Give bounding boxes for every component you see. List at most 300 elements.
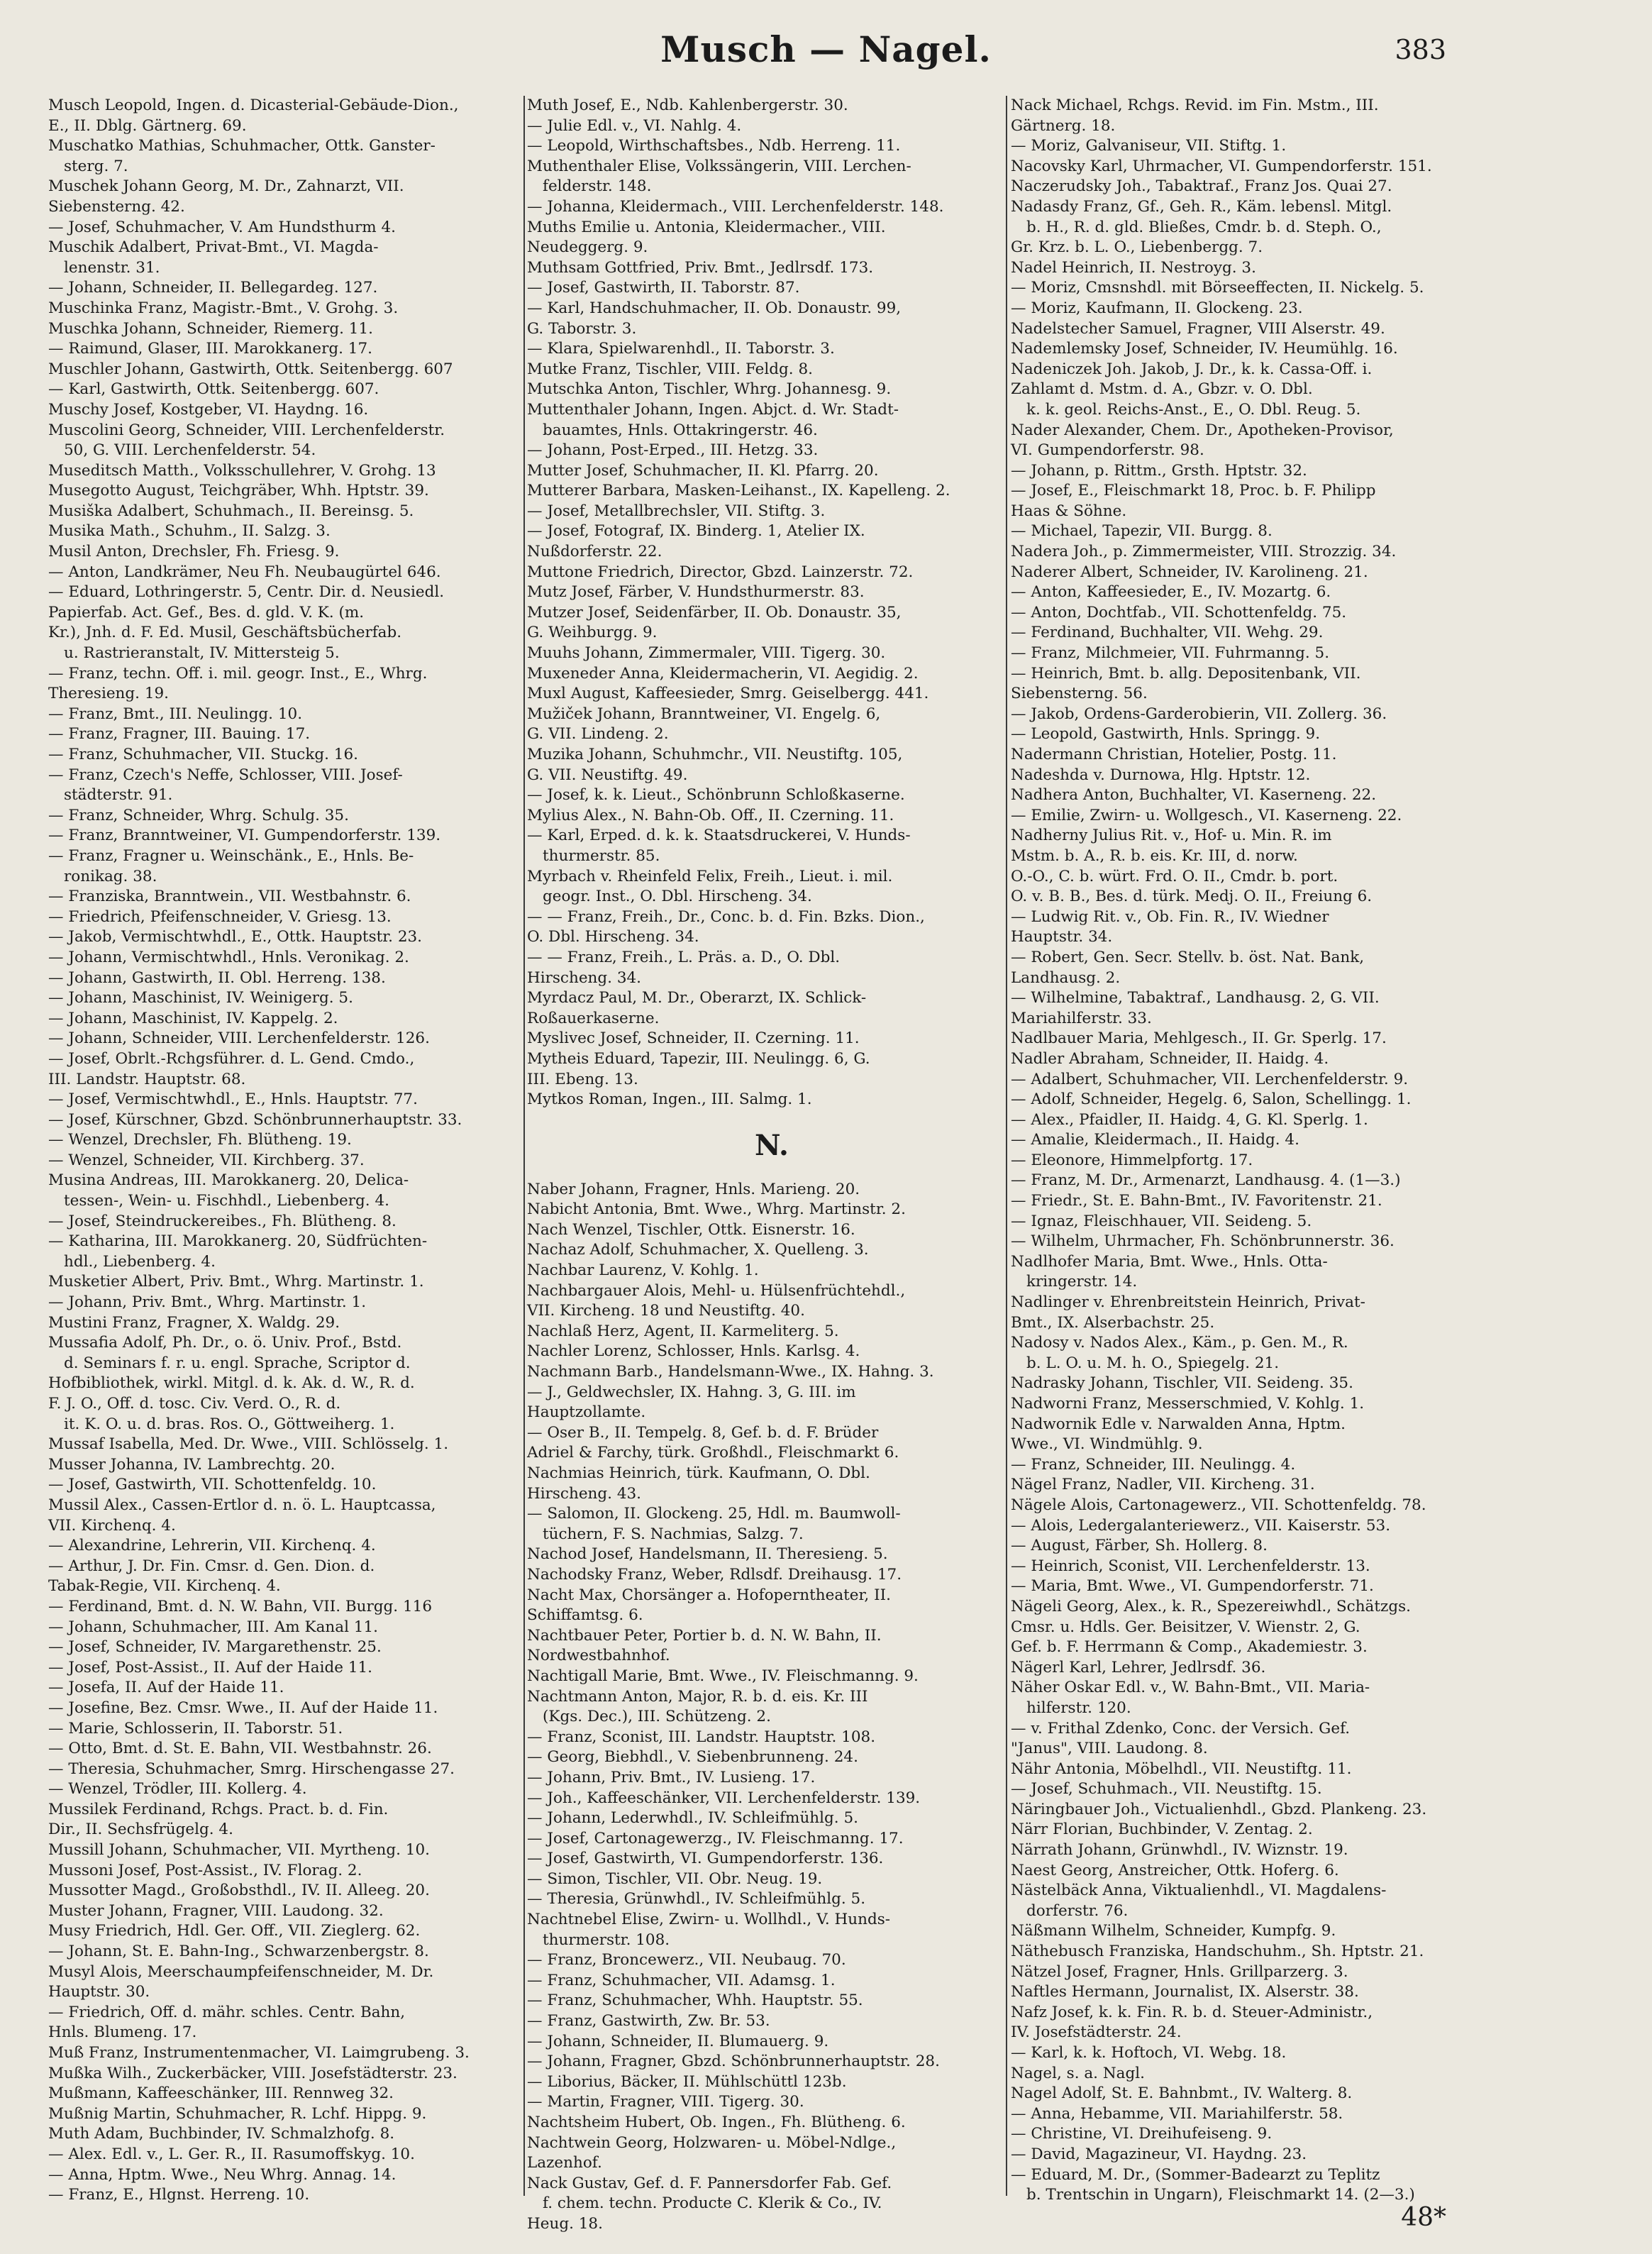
entry-line: — Franz, Czech's Neffe, Schlosser, VIII. Josef- [48,766,403,784]
entry-line: d. Seminars f. r. u. engl. Sprache, Scriptor d. [64,1354,411,1372]
entry-line: — Johann, St. E. Bahn-Ing., Schwarzenbergstr. 8. [48,1943,429,1961]
entry-line: Nachtbauer Peter, Portier b. d. N. W. Bahn, II. [527,1626,882,1645]
page-number: 383 [1395,34,1446,65]
entry-line: — Oser B., II. Tempelg. 8, Gef. b. d. F. Brüder [527,1423,879,1442]
section-heading: N. [755,1128,789,1162]
entry-line: — Eleonore, Himmelpfortg. 17. [1011,1151,1253,1169]
entry-line: thurmerstr. 85. [543,846,660,865]
entry-line: Muth Josef, E., Ndb. Kahlenbergerstr. 30. [527,96,848,114]
entry-line: Hauptstr. 34. [1011,928,1113,946]
entry-line: Musiška Adalbert, Schuhmach., II. Bereinsg. 5. [48,502,414,520]
entry-line: — David, Magazineur, VI. Haydng. 23. [1011,2145,1307,2163]
entry-line: Näthebusch Franziska, Handschuhm., Sh. Hptstr. 21. [1011,1943,1424,1961]
entry-line: — Johann, p. Rittm., Grsth. Hptstr. 32. [1011,461,1307,480]
entry-line: — Franz, E., Hlgnst. Herreng. 10. [48,2186,310,2204]
entry-line: Mutter Josef, Schuhmacher, II. Kl. Pfarrg. 20. [527,461,879,480]
page-header [0,28,1652,71]
entry-line: Hofbibliothek, wirkl. Mitgl. d. k. Ak. d. W., R. d. [48,1374,415,1393]
entry-line: Nachtwein Georg, Holzwaren- u. Möbel-Ndlge., [527,2133,897,2152]
entry-line: III. Ebeng. 13. [527,1070,638,1088]
entry-line: k. k. geol. Reichs-Anst., E., O. Dbl. Reug. 5. [1026,400,1361,419]
entry-line: VI. Gumpendorferstr. 98. [1011,441,1204,460]
entry-line: — Franz, techn. Off. i. mil. geogr. Inst., E., Whrg. [48,664,428,683]
entry-line: — Marie, Schlosserin, II. Taborstr. 51. [48,1719,343,1738]
entry-line: Mussotter Magd., Großobsthdl., IV. II. Alleeg. 20. [48,1882,430,1900]
entry-line: — Julie Edl. v., VI. Nahlg. 4. [527,116,742,135]
entry-line: — Josef, Gastwirth, VII. Schottenfeldg. 10. [48,1476,377,1494]
entry-line: — — Franz, Freih., L. Präs. a. D., O. Dbl. [527,948,841,966]
entry-line: Nachbar Laurenz, V. Kohlg. 1. [527,1261,759,1280]
entry-line: — Josef, Schuhmacher, V. Am Hundsthurm 4. [48,218,396,236]
entry-line: Nachtigall Marie, Bmt. Wwe., IV. Fleischmanng. 9. [527,1667,919,1685]
entry-line: O. Dbl. Hirscheng. 34. [527,928,699,946]
entry-line: Muxl August, Kaffeesieder, Smrg. Geiselbergg. 441. [527,685,929,703]
entry-line: — Martin, Fragner, VIII. Tigerg. 30. [527,2093,804,2111]
entry-line: E., II. Dblg. Gärtnerg. 69. [48,116,247,135]
entry-line: Mutke Franz, Tischler, VIII. Feldg. 8. [527,360,813,378]
entry-line: Muß Franz, Instrumentenmacher, VI. Laimgrubeng. 3. [48,2044,470,2062]
entry-line: — Karl, Erped. d. k. k. Staatsdruckerei, V. Hunds- [527,827,911,845]
entry-line: Nader Alexander, Chem. Dr., Apotheken-Provisor, [1011,421,1394,439]
entry-line: Muzika Johann, Schuhmchr., VII. Neustiftg. 105, [527,746,903,763]
entry-line: — Josef, Obrlt.-Rchgsführer. d. L. Gend. Cmdo., [48,1049,415,1068]
entry-line: — Franz, Gastwirth, Zw. Br. 53. [527,2012,770,2031]
entry-line: Närr Florian, Buchbinder, V. Zentag. 2. [1011,1821,1313,1839]
entry-line: — Jakob, Vermischtwhdl., E., Ottk. Hauptstr. 23. [48,928,423,946]
entry-line: Nußdorferstr. 22. [527,543,663,561]
entry-line: O. v. B. B., Bes. d. türk. Medj. O. II., Freiung 6. [1011,888,1373,906]
signature-mark: 48* [1401,2203,1446,2232]
entry-line: Mussill Johann, Schuhmacher, VII. Myrtheng. 10. [48,1841,430,1860]
entry-line: Siebensterng. 42. [48,197,185,216]
entry-line: — Wilhelmine, Tabaktraf., Landhausg. 2, G. VII. [1011,989,1380,1007]
entry-line: Cmsr. u. Hdls. Ger. Beisitzer, V. Wienstr. 2, G. [1011,1618,1360,1636]
entry-line: — Wenzel, Schneider, VII. Kirchberg. 37. [48,1151,365,1169]
entry-line: Muster Johann, Fragner, VIII. Laudong. 32. [48,1901,384,1920]
entry-line: Nack Michael, Rchgs. Revid. im Fin. Mstm., III. [1011,96,1379,114]
entry-line: Nadosy v. Nados Alex., Käm., p. Gen. M., R. [1011,1334,1348,1352]
entry-line: Nachtsheim Hubert, Ob. Ingen., Fh. Blütheng. 6. [527,2114,906,2131]
entry-line: Dir., II. Sechsfrügelg. 4. [48,1821,233,1839]
entry-line: Muschka Johann, Schneider, Riemerg. 11. [48,319,373,338]
entry-line: — Josef, Vermischtwhdl., E., Hnls. Hauptstr. 77. [48,1090,418,1109]
entry-line: Nägel Franz, Nadler, VII. Kircheng. 31. [1011,1476,1315,1494]
entry-line: — Franz, Schuhmacher, VII. Adamsg. 1. [527,1971,836,1989]
entry-line: "Janus", VIII. Laudong. 8. [1011,1740,1208,1758]
entry-line: — Josef, Metallbrechsler, VII. Stiftg. 3. [527,502,826,520]
entry-line: — Adolf, Schneider, Hegelg. 6, Salon, Schellingg. 1. [1011,1090,1412,1109]
entry-line: — — Franz, Freih., Dr., Conc. b. d. Fin. Bzks. Dion., [527,907,925,926]
entry-line: G. Weihburgg. 9. [527,624,658,642]
entry-line: Mutzer Josef, Seidenfärber, II. Ob. Donaustr. 35, [527,603,902,621]
entry-line: Nadeniczek Joh. Jakob, J. Dr., k. k. Cassa-Off. i. [1011,360,1373,378]
entry-line: bauamtes, Hnls. Ottakringerstr. 46. [543,421,818,439]
entry-line: — Theresia, Schuhmacher, Smrg. Hirschengasse 27. [48,1759,455,1778]
entry-line: — Eduard, Lothringerstr. 5, Centr. Dir. d. Neusiedl. [48,583,445,602]
entry-line: Musser Johanna, IV. Lambrechtg. 20. [48,1455,336,1474]
entry-line: Mytkos Roman, Ingen., III. Salmg. 1. [527,1090,812,1109]
entry-line: Muth Adam, Buchbinder, IV. Schmalzhofg. 8. [48,2125,395,2143]
entry-line: — Franz, Bmt., III. Neulingg. 10. [48,705,303,723]
entry-line: — Johann, Maschinist, IV. Kappelg. 2. [48,1009,338,1027]
entry-line: — Anna, Hebamme, VII. Mariahilferstr. 58. [1011,2104,1343,2123]
entry-line: Adriel & Farchy, türk. Großhdl., Fleischmarkt 6. [527,1444,899,1462]
entry-line: Muschatko Mathias, Schuhmacher, Ottk. Ganster- [48,137,436,155]
entry-line: Mutschka Anton, Tischler, Whrg. Johannesg. 9. [527,380,892,399]
entry-line: — Franz, M. Dr., Armenarzt, Landhausg. 4. (1—3.) [1011,1171,1401,1190]
entry-line: Nachodsky Franz, Weber, Rdlsdf. Dreihausg. 17. [527,1565,902,1584]
entry-line: Zahlamt d. Mstm. d. A., Gbzr. v. O. Dbl. [1011,380,1313,399]
entry-line: VII. Kircheng. 18 und Neustiftg. 40. [527,1302,805,1320]
entry-line: — Moriz, Kaufmann, II. Glockeng. 23. [1011,299,1303,317]
entry-line: Mustini Franz, Fragner, X. Waldg. 29. [48,1313,340,1332]
entry-line: Nägeli Georg, Alex., k. R., Spezereiwhdl., Schätzgs. [1011,1597,1411,1615]
entry-line: Nachtmann Anton, Major, R. b. d. eis. Kr. III [527,1687,868,1706]
entry-line: — Franz, Schneider, Whrg. Schulg. 35. [48,806,349,824]
entry-line: Nägele Alois, Cartonagewerz., VII. Schottenfeldg. 78. [1011,1496,1426,1514]
entry-line: — Johann, Maschinist, IV. Weinigerg. 5. [48,989,353,1007]
entry-line: — Josef, k. k. Lieut., Schönbrunn Schloßkaserne. [527,786,905,805]
entry-line: Nack Gustav, Gef. d. F. Pannersdorfer Fab. Gef. [527,2174,892,2192]
entry-line: Nadermann Christian, Hotelier, Postg. 11. [1011,746,1337,763]
entry-line: Naest Georg, Anstreicher, Ottk. Hoferg. 6. [1011,1861,1339,1879]
column-divider [523,96,525,2196]
entry-line: Nach Wenzel, Tischler, Ottk. Eisnerstr. 16. [527,1220,855,1239]
entry-line: — Anton, Landkrämer, Neu Fh. Neubaugürtel 646. [48,563,441,581]
entry-line: — Josef, Fotograf, IX. Binderg. 1, Atelier IX. [527,522,865,541]
entry-line: Muschler Johann, Gastwirth, Ottk. Seitenbergg. 607 [48,360,453,378]
entry-line: G. VII. Neustiftg. 49. [527,766,688,784]
entry-line: Museditsch Matth., Volksschullehrer, V. Grohg. 13 [48,461,436,480]
entry-line: Mutz Josef, Färber, V. Hundsthurmerstr. 83. [527,583,865,602]
entry-line: Musch Leopold, Ingen. d. Dicasterial-Gebäude-Dion., [48,96,459,114]
entry-line: Nadworni Franz, Messerschmied, V. Kohlg. 1. [1011,1395,1365,1413]
entry-line: — Johann, Schneider, VIII. Lerchenfelderstr. 126. [48,1029,430,1048]
entry-line: — Franz, Sconist, III. Landstr. Hauptstr. 108. [527,1728,876,1746]
entry-line: Nähr Antonia, Möbelhdl., VII. Neustiftg. 11. [1011,1759,1352,1778]
entry-line: Nademlemsky Josef, Schneider, IV. Heumühlg. 16. [1011,340,1398,358]
entry-line: — Josef, Kürschner, Gbzd. Schönbrunnerhauptstr. 33. [48,1110,462,1129]
entry-line: Theresieng. 19. [48,685,170,703]
entry-line: — Robert, Gen. Secr. Stellv. b. öst. Nat. Bank, [1011,948,1365,966]
entry-line: — Jakob, Ordens-Garderobierin, VII. Zollerg. 36. [1011,705,1387,723]
entry-line: Siebensterng. 56. [1011,685,1148,703]
entry-line: Mußnig Martin, Schuhmacher, R. Lchf. Hippg. 9. [48,2104,427,2123]
entry-line: Schiffamtsg. 6. [527,1606,643,1625]
entry-line: Muthsam Gottfried, Priv. Bmt., Jedlrsdf. 173. [527,258,874,277]
entry-line: Muxeneder Anna, Kleidermacherin, VI. Aegidig. 2. [527,664,919,683]
entry-line: — Josefine, Bez. Cmsr. Wwe., II. Auf der Haide 11. [48,1698,438,1717]
entry-line: Tabak-Regie, VII. Kirchenq. 4. [48,1577,281,1596]
entry-line: — Josefa, II. Auf der Haide 11. [48,1679,284,1697]
entry-line: — Alois, Ledergalanteriewerz., VII. Kaiserstr. 53. [1011,1516,1391,1535]
entry-line: Musyl Alois, Meerschaumpfeifenschneider, M. Dr. [48,1962,434,1981]
entry-line: Musegotto August, Teichgräber, Whh. Hptstr. 39. [48,482,429,500]
entry-line: Naderer Albert, Schneider, IV. Karolineng. 21. [1011,563,1368,581]
entry-line: — Johann, Priv. Bmt., IV. Lusieng. 17. [527,1768,816,1786]
entry-line: 50, G. VIII. Lerchenfelderstr. 54. [64,441,316,460]
entry-line: it. K. O. u. d. bras. Ros. O., Göttweiherg. 1. [64,1415,395,1433]
entry-line: — Anton, Dochtfab., VII. Schottenfeldg. 75. [1011,603,1347,621]
entry-line: Nadasdy Franz, Gf., Geh. R., Käm. lebensl. Mitgl. [1011,197,1392,216]
entry-line: — Katharina, III. Marokkanerg. 20, Südfrüchten- [48,1232,428,1251]
entry-line: Musika Math., Schuhm., II. Salzg. 3. [48,522,331,541]
entry-line: — Liborius, Bäcker, II. Mühlschüttl 123b. [527,2072,847,2091]
entry-line: Naber Johann, Fragner, Hnls. Marieng. 20. [527,1180,860,1198]
entry-line: b. Trentschin in Ungarn), Fleischmarkt 14. (2—3.) [1026,2186,1415,2204]
entry-line: — Maria, Bmt. Wwe., VI. Gumpendorferstr. 71. [1011,1577,1374,1596]
entry-line: Musina Andreas, III. Marokkanerg. 20, Delica- [48,1171,409,1190]
entry-line: Gärtnerg. 18. [1011,116,1116,135]
entry-line: — Franz, Schuhmacher, VII. Stuckg. 16. [48,746,358,763]
entry-line: Nadlinger v. Ehrenbreitstein Heinrich, Privat- [1011,1293,1365,1312]
entry-line: — Klara, Spielwarenhdl., II. Taborstr. 3. [527,340,835,358]
entry-line: Bmt., IX. Alserbachstr. 25. [1011,1313,1215,1332]
entry-line: Nachtnebel Elise, Zwirn- u. Wollhdl., V. Hunds- [527,1911,891,1929]
entry-line: Näßmann Wilhelm, Schneider, Kumpfg. 9. [1011,1922,1336,1940]
entry-line: Nachmias Heinrich, türk. Kaufmann, O. Dbl. [527,1464,870,1482]
entry-line: — Johann, Lederwhdl., IV. Schleifmühlg. 5. [527,1809,858,1828]
page-title: Musch — Nagel. [660,28,992,70]
entry-line: Näher Oskar Edl. v., W. Bahn-Bmt., VII. Maria- [1011,1679,1370,1697]
entry-line: lenenstr. 31. [64,258,160,277]
entry-line: Papierfab. Act. Gef., Bes. d. gld. V. K. (m. [48,603,365,621]
entry-line: Muuhs Johann, Zimmermaler, VIII. Tigerg. 30. [527,644,886,663]
entry-line: Myrbach v. Rheinfeld Felix, Freih., Lieut. i. mil. [527,867,893,885]
entry-line: Mytheis Eduard, Tapezir, III. Neulingg. 6, G. [527,1049,870,1068]
entry-line: — Wenzel, Trödler, III. Kollerg. 4. [48,1780,307,1799]
entry-line: Nadler Abraham, Schneider, II. Haidg. 4. [1011,1049,1329,1068]
entry-line: Nadherny Julius Rit. v., Hof- u. Min. R. im [1011,827,1332,845]
entry-line: F. J. O., Off. d. tosc. Civ. Verd. O., R. d. [48,1395,341,1413]
entry-line: — v. Frithal Zdenko, Conc. der Versich. Gef. [1011,1719,1351,1738]
entry-line: — Joh., Kaffeeschänker, VII. Lerchenfelderstr. 139. [527,1789,921,1807]
entry-line: — Emilie, Zwirn- u. Wollgesch., VI. Kaserneng. 22. [1011,806,1402,824]
entry-line: — Ludwig Rit. v., Ob. Fin. R., IV. Wiedner [1011,907,1329,926]
entry-line: Mutterer Barbara, Masken-Leihanst., IX. Kapelleng. 2. [527,482,950,500]
entry-line: — Leopold, Wirthschaftsbes., Ndb. Herreng. 11. [527,137,901,155]
entry-line: — Franz, Schneider, III. Neulingg. 4. [1011,1455,1296,1474]
entry-line: Mylius Alex., N. Bahn-Ob. Off., II. Czerning. 11. [527,806,894,824]
entry-line: geogr. Inst., O. Dbl. Hirscheng. 34. [543,888,812,906]
entry-line: Muschy Josef, Kostgeber, VI. Haydng. 16. [48,400,369,419]
entry-line: — Karl, k. k. Hoftoch, VI. Webg. 18. [1011,2044,1287,2062]
entry-line: — Otto, Bmt. d. St. E. Bahn, VII. Westbahnstr. 26. [48,1740,432,1758]
entry-line: Nadelstecher Samuel, Fragner, VIII Alserstr. 49. [1011,319,1385,338]
entry-line: Nachaz Adolf, Schuhmacher, X. Quelleng. 3. [527,1241,869,1259]
entry-line: — Simon, Tischler, VII. Obr. Neug. 19. [527,1869,823,1888]
entry-line: dorferstr. 76. [1026,1901,1129,1920]
entry-line: — Friedrich, Pfeifenschneider, V. Griesg. 13. [48,907,392,926]
entry-line: Nägerl Karl, Lehrer, Jedlrsdf. 36. [1011,1658,1266,1676]
entry-line: Nadrasky Johann, Tischler, VII. Seideng. 35. [1011,1374,1353,1393]
entry-line: Lazenhof. [527,2154,602,2172]
entry-line: Mussoni Josef, Post-Assist., IV. Florag. 2. [48,1861,362,1879]
entry-line: — Josef, E., Fleischmarkt 18, Proc. b. F. Philipp [1011,482,1376,500]
entry-line: Hnls. Blumeng. 17. [48,2023,197,2042]
entry-line: Musy Friedrich, Hdl. Ger. Off., VII. Zieglerg. 62. [48,1922,421,1940]
entry-line: Nachmann Barb., Handelsmann-Wwe., IX. Hahng. 3. [527,1363,934,1381]
entry-line: sterg. 7. [64,157,128,175]
entry-line: — Ignaz, Fleischhauer, VII. Seideng. 5. [1011,1212,1312,1230]
entry-line: — Johann, Priv. Bmt., Whrg. Martinstr. 1. [48,1293,367,1312]
entry-line: — Josef, Gastwirth, VI. Gumpendorferstr. 136. [527,1850,884,1868]
entry-line: Hauptstr. 30. [48,1983,150,2001]
entry-line: Muttenthaler Johann, Ingen. Abjct. d. Wr. Stadt- [527,400,899,419]
entry-line: Näringbauer Joh., Victualienhdl., Gbzd. Plankeng. 23. [1011,1800,1427,1818]
entry-line: Nadel Heinrich, II. Nestroyg. 3. [1011,258,1256,277]
entry-line: — Karl, Gastwirth, Ottk. Seitenbergg. 607. [48,380,379,399]
entry-line: — Eduard, M. Dr., (Sommer-Badearzt zu Teplitz [1011,2165,1380,2184]
entry-line: Mußmann, Kaffeeschänker, III. Rennweg 32. [48,2084,394,2103]
entry-line: — Amalie, Kleidermach., II. Haidg. 4. [1011,1131,1299,1149]
entry-line: Nagel, s. a. Nagl. [1011,2064,1145,2082]
entry-line: Haas & Söhne. [1011,502,1127,520]
entry-line: kringerstr. 14. [1026,1273,1138,1291]
entry-line: Mariahilferstr. 33. [1011,1009,1152,1027]
entry-line: Naftles Hermann, Journalist, IX. Alserstr. 38. [1011,1983,1359,2001]
entry-line: — Johann, Post-Erped., III. Hetzg. 33. [527,441,819,460]
entry-line: — Franz, Broncewerz., VII. Neubaug. 70. [527,1951,846,1970]
column-1 [48,96,538,2210]
entry-line: Muscolini Georg, Schneider, VIII. Lerchenfelderstr. [48,421,445,439]
entry-line: — Salomon, II. Glockeng. 25, Hdl. m. Baumwoll- [527,1505,901,1523]
entry-line: — Heinrich, Bmt. b. allg. Depositenbank, VII. [1011,664,1361,683]
entry-line: — Karl, Handschuhmacher, II. Ob. Donaustr. 99, [527,299,902,317]
entry-line: Wwe., VI. Windmühlg. 9. [1011,1435,1203,1454]
entry-line: Muschik Adalbert, Privat-Bmt., VI. Magda- [48,238,379,257]
entry-line: Mussaf Isabella, Med. Dr. Wwe., VIII. Schlösselg. 1. [48,1435,449,1454]
entry-line: — Johann, Vermischtwhdl., Hnls. Veronikag. 2. [48,948,409,966]
entry-line: Muttone Friedrich, Director, Gbzd. Lainzerstr. 72. [527,563,914,581]
entry-line: — Johanna, Kleidermach., VIII. Lerchenfelderstr. 148. [527,197,944,216]
entry-line: Närrath Johann, Grünwhdl., IV. Wiznstr. 19. [1011,1841,1348,1860]
entry-line: b. H., R. d. gld. Bließes, Cmdr. b. d. Steph. O., [1026,218,1382,236]
entry-line: Nagel Adolf, St. E. Bahnbmt., IV. Walterg. 8. [1011,2084,1353,2103]
entry-line: — Heinrich, Sconist, VII. Lerchenfelderstr. 13. [1011,1557,1370,1575]
entry-line: tessen-, Wein- u. Fischhdl., Liebenberg. 4. [64,1192,389,1210]
entry-line: städterstr. 91. [64,786,173,805]
entry-line: — Josef, Cartonagewerzg., IV. Fleischmanng. 17. [527,1829,904,1847]
entry-line: III. Landstr. Hauptstr. 68. [48,1070,246,1088]
entry-line: — Johann, Gastwirth, II. Obl. Herreng. 138. [48,968,386,987]
entry-line: Nordwestbahnhof. [527,1647,670,1665]
column-2 [527,96,1016,2233]
entry-line: tüchern, F. S. Nachmias, Salzg. 7. [543,1525,804,1543]
entry-line: — Anton, Kaffeesieder, E., IV. Mozartg. 6. [1011,583,1331,602]
entry-line: Nacovsky Karl, Uhrmacher, VI. Gumpendorferstr. 151. [1011,157,1432,175]
entry-line: felderstr. 148. [543,177,652,196]
entry-line: — Johann, Fragner, Gbzd. Schönbrunnerhauptstr. 28. [527,2053,940,2071]
entry-line: Hirscheng. 34. [527,968,642,987]
entry-line: — Friedrich, Off. d. mähr. schles. Centr. Bahn, [48,2003,406,2021]
entry-line: — Raimund, Glaser, III. Marokkanerg. 17. [48,340,372,358]
entry-line: — Alexandrine, Lehrerin, VII. Kirchenq. 4. [48,1537,376,1555]
entry-line: Kr.), Jnh. d. F. Ed. Musil, Geschäftsbücherfab. [48,624,402,642]
entry-line: — Theresia, Grünwhdl., IV. Schleifmühlg. 5. [527,1890,866,1908]
entry-line: — Leopold, Gastwirth, Hnls. Springg. 9. [1011,725,1321,744]
entry-line: Heug. 18. [527,2214,603,2233]
entry-line: Hauptzollamte. [527,1403,646,1422]
entry-line: — Josef, Schneider, IV. Margarethenstr. 25. [48,1638,382,1657]
entry-line: (Kgs. Dec.), III. Schützeng. 2. [543,1708,771,1726]
entry-line: — Franz, Branntweiner, VI. Gumpendorferstr. 139. [48,827,441,845]
entry-line: — Friedr., St. E. Bahn-Bmt., IV. Favoritenstr. 21. [1011,1192,1382,1210]
entry-line: — Michael, Tapezir, VII. Burgg. 8. [1011,522,1273,541]
entry-line: Nachler Lorenz, Schlosser, Hnls. Karlsg. 4. [527,1342,860,1361]
entry-line: — J., Geldwechsler, IX. Hahng. 3, G. III. im [527,1383,856,1401]
entry-line: Nachod Josef, Handelsmann, II. Theresieng. 5. [527,1545,888,1564]
entry-line: O.-O., C. b. würt. Frd. O. II., Cmdr. b. port. [1011,867,1338,885]
entry-line: Landhausg. 2. [1011,968,1121,987]
entry-line: — Wilhelm, Uhrmacher, Fh. Schönbrunnerstr. 36. [1011,1232,1395,1251]
entry-line: — Franz, Schuhmacher, Whh. Hauptstr. 55. [527,1991,863,2010]
entry-line: Musil Anton, Drechsler, Fh. Friesg. 9. [48,543,340,561]
entry-line: — Alex., Pfaidler, II. Haidg. 4, G. Kl. Sperlg. 1. [1011,1110,1368,1129]
entry-line: Neudeggerg. 9. [527,238,648,257]
entry-line: b. L. O. u. M. h. O., Spiegelg. 21. [1026,1354,1280,1372]
entry-line: Nacht Max, Chorsänger a. Hofoperntheater, II. [527,1586,891,1604]
entry-line: — Josef, Schuhmach., VII. Neustiftg. 15. [1011,1780,1322,1799]
entry-line: — Georg, Biebhdl., V. Siebenbrunneng. 24. [527,1748,858,1767]
entry-line: thurmerstr. 108. [543,1930,670,1949]
entry-line: Nadwornik Edle v. Narwalden Anna, Hptm. [1011,1415,1346,1433]
entry-line: Musketier Albert, Priv. Bmt., Whrg. Martinstr. 1. [48,1273,424,1291]
entry-line: Nadlbauer Maria, Mehlgesch., II. Gr. Sperlg. 17. [1011,1029,1387,1048]
entry-line: — Franz, Fragner, III. Bauing. 17. [48,725,311,744]
entry-line: — Johann, Schneider, II. Blumauerg. 9. [527,2032,829,2050]
entry-line: Nachbargauer Alois, Mehl- u. Hülsenfrüchtehdl., [527,1281,906,1300]
entry-line: Gr. Krz. b. L. O., Liebenbergg. 7. [1011,238,1263,257]
entry-line: Naczerudsky Joh., Tabaktraf., Franz Jos. Quai 27. [1011,177,1392,196]
entry-line: — Franz, Fragner u. Weinschänk., E., Hnls. Be- [48,846,414,865]
entry-line: Mußka Wilh., Zuckerbäcker, VIII. Josefstädterstr. 23. [48,2064,458,2082]
entry-line: Muths Emilie u. Antonia, Kleidermacher., VIII. [527,218,886,236]
entry-line: Muschek Johann Georg, M. Dr., Zahnarzt, VII. [48,177,404,196]
entry-line: — Anna, Hptm. Wwe., Neu Whrg. Annag. 14. [48,2165,397,2184]
entry-line: — Josef, Gastwirth, II. Taborstr. 87. [527,279,800,297]
entry-line: hdl., Liebenberg. 4. [64,1252,216,1271]
entry-line: Hirscheng. 43. [527,1484,642,1503]
entry-line: Mussil Alex., Cassen-Ertlor d. n. ö. L. Hauptcassa, [48,1496,436,1514]
entry-line: — Johann, Schuhmacher, III. Am Kanal 11. [48,1618,378,1636]
entry-line: u. Rastrieranstalt, IV. Mittersteig 5. [64,644,340,663]
entry-line: — August, Färber, Sh. Hollerg. 8. [1011,1537,1268,1555]
column-divider [1006,96,1007,2196]
entry-line: — Adalbert, Schuhmacher, VII. Lerchenfelderstr. 9. [1011,1070,1409,1088]
entry-line: G. VII. Lindeng. 2. [527,725,669,744]
entry-line: — Moriz, Galvaniseur, VII. Stiftg. 1. [1011,137,1287,155]
entry-line: G. Taborstr. 3. [527,319,637,338]
entry-line: — Franziska, Branntwein., VII. Westbahnstr. 6. [48,888,411,906]
column-3 [1011,96,1507,2210]
entry-line: f. chem. techn. Producte C. Klerik & Co., IV. [543,2194,882,2213]
entry-line: Nadlhofer Maria, Bmt. Wwe., Hnls. Otta- [1011,1252,1328,1271]
entry-line: Nadeshda v. Durnowa, Hlg. Hptstr. 12. [1011,766,1311,784]
entry-line: Muschinka Franz, Magistr.-Bmt., V. Grohg. 3. [48,299,399,317]
entry-line: — Wenzel, Drechsler, Fh. Blütheng. 19. [48,1131,352,1149]
entry-line: — Franz, Milchmeier, VII. Fuhrmanng. 5. [1011,644,1330,663]
entry-line: Nadera Joh., p. Zimmermeister, VIII. Strozzig. 34. [1011,543,1397,561]
entry-line: Myslivec Josef, Schneider, II. Czerning. 11. [527,1029,860,1048]
entry-line: hilferstr. 120. [1026,1698,1131,1717]
entry-line: Mussafia Adolf, Ph. Dr., o. ö. Univ. Prof., Bstd. [48,1334,402,1352]
entry-line: — Josef, Steindruckereibes., Fh. Blütheng. 8. [48,1212,397,1230]
entry-line: — Ferdinand, Bmt. d. N. W. Bahn, VII. Burgg. 116 [48,1597,433,1615]
entry-line: Nadhera Anton, Buchhalter, VI. Kaserneng. 22. [1011,786,1377,805]
entry-line: — Josef, Post-Assist., II. Auf der Haide 11. [48,1658,373,1676]
entry-line: ronikag. 38. [64,867,157,885]
